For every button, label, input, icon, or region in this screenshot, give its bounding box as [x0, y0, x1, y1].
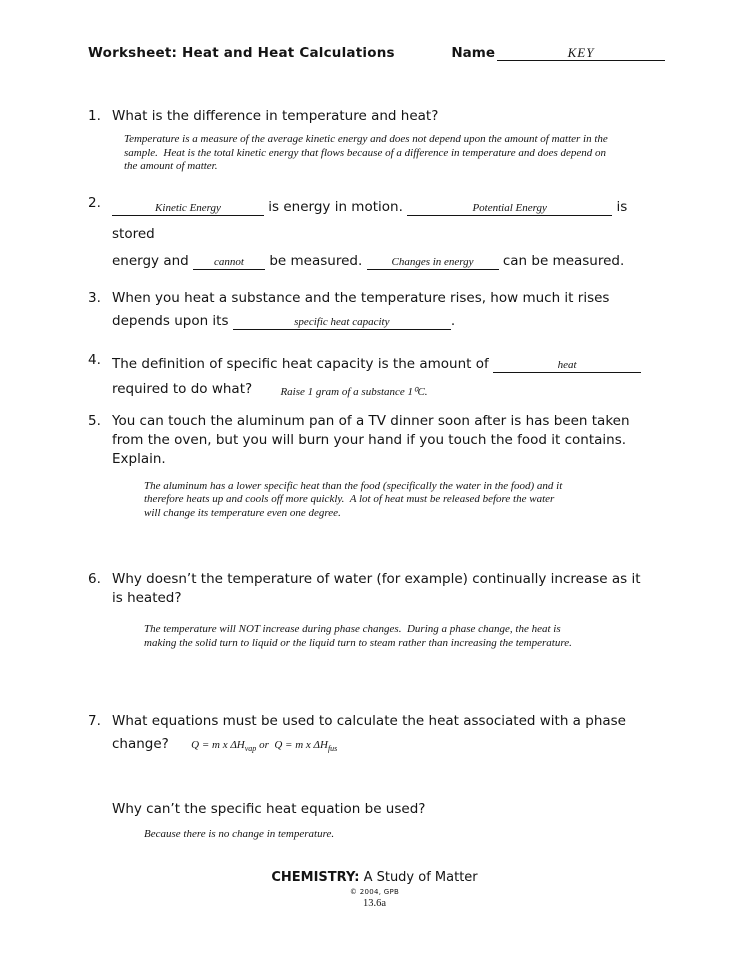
question-4-answer: Raise 1 gram of a substance 1⁰C.	[280, 385, 428, 398]
question-6-number: 6.	[88, 571, 101, 587]
blank-specific-heat-capacity	[233, 314, 451, 330]
question-4-text: required to do what?	[112, 380, 253, 397]
footer-copyright: © 2004, GPB	[349, 888, 400, 896]
question-7-text-line-2	[112, 731, 665, 762]
question-2-text-2: is stored	[112, 198, 628, 242]
question-4-text-line-1	[112, 351, 665, 378]
question-6-text-line: Why doesn’t the temperature of water (for example) continually increase as it	[112, 571, 641, 587]
footer-series-label: CHEMISTRY:	[271, 870, 360, 885]
question-2-text-5: can be measured.	[502, 252, 625, 269]
question-5-text-line: You can touch the aluminum pan of a TV dinner soon after is has been taken	[112, 412, 630, 429]
name-value: KEY	[567, 45, 595, 60]
answer-line: Temperature is a measure of the average kinetic energy and does not depend upon the amount of matter in the	[124, 133, 608, 145]
question-4-body	[112, 351, 665, 400]
question-3-text-line-2	[112, 308, 665, 335]
question-4-number: 4.	[88, 351, 101, 368]
answer-line: the amount of matter.	[124, 160, 218, 172]
question-5-number: 5.	[88, 412, 101, 429]
blank-potential-energy	[407, 200, 612, 216]
answer-line: therefore heats up and cools off more quickly. A lot of heat must be released before the water	[144, 493, 555, 505]
question-4	[88, 351, 665, 400]
blank-answer: Kinetic Energy	[155, 201, 221, 214]
question-7-number: 7.	[88, 713, 101, 729]
question-6-answer	[144, 623, 665, 650]
question-2-text-3: energy and	[112, 252, 189, 269]
question-7-text-line-1: What equations must be used to calculate the heat associated with a phase	[112, 713, 626, 729]
footer	[0, 870, 749, 909]
question-7-body	[112, 712, 665, 842]
question-2-text-4: be measured.	[269, 252, 363, 269]
question-5-text-line: Explain.	[112, 450, 166, 467]
blank-answer: Changes in energy	[391, 255, 474, 268]
question-7	[88, 712, 665, 842]
question-3-number: 3.	[88, 289, 101, 306]
phase-change-equations	[191, 739, 338, 754]
question-1-text: What is the difference in temperature and heat?	[112, 108, 439, 124]
question-3-text-post: .	[450, 312, 456, 329]
formula-pre: Q = m x ΔH	[191, 739, 245, 751]
footer-series	[0, 870, 749, 885]
blank-changes-in-energy	[367, 254, 499, 270]
blank-answer: heat	[557, 358, 577, 371]
question-3-text-pre: depends upon its	[112, 312, 229, 329]
name-block	[451, 44, 665, 61]
question-2	[88, 194, 665, 275]
question-6	[88, 570, 665, 650]
answer-line: will change its temperature even one degree.	[144, 506, 341, 519]
formula-sub-fus: fus	[327, 744, 338, 754]
header	[88, 44, 665, 61]
question-2-body	[112, 194, 665, 275]
answer-line: making the solid turn to liquid or the liquid turn to steam rather than increasing the temperature.	[144, 636, 572, 649]
question-4-text-pre: The definition of specific heat capacity is the amount of	[112, 355, 489, 372]
name-label: Name	[451, 45, 495, 61]
answer-line: sample. Heat is the total kinetic energy that flows because of a difference in temperature and does depend on	[124, 146, 607, 159]
question-3	[88, 289, 665, 335]
blank-answer: cannot	[214, 255, 244, 268]
blank-kinetic-energy	[112, 200, 264, 216]
question-1	[88, 107, 665, 174]
formula-sub-vap: vap	[244, 744, 257, 754]
question-5-body	[112, 412, 665, 521]
question-7-subquestion: Why can’t the specific heat equation be used?	[112, 801, 426, 818]
answer-line: The aluminum has a lower specific heat than the food (specifically the water in the food) and it	[144, 479, 563, 492]
question-5-answer	[144, 480, 665, 521]
question-6-text-line: is heated?	[112, 590, 182, 606]
question-1-answer	[124, 133, 665, 174]
question-2-text-1: is energy in motion.	[268, 198, 403, 215]
question-4-text-line-2	[112, 380, 665, 400]
footer-page-number: 13.6a	[362, 898, 387, 909]
blank-answer: specific heat capacity	[294, 315, 390, 328]
question-3-body	[112, 289, 665, 335]
blank-answer: Potential Energy	[472, 201, 547, 214]
answer-line: Because there is no change in temperature.	[144, 828, 335, 841]
question-3-text-line-1: When you heat a substance and the temperature rises, how much it rises	[112, 289, 610, 306]
blank-heat	[493, 357, 641, 373]
question-1-body	[112, 107, 665, 174]
page-title: Worksheet: Heat and Heat Calculations	[88, 45, 395, 61]
question-2-line-2	[112, 248, 665, 275]
question-1-number: 1.	[88, 108, 101, 124]
answer-line: The temperature will NOT increase during phase changes. During a phase change, the heat is	[144, 623, 561, 635]
question-6-body	[112, 570, 665, 650]
blank-cannot	[193, 254, 265, 270]
question-7-answer	[144, 828, 665, 842]
question-5	[88, 412, 665, 521]
question-2-line-1	[112, 194, 665, 248]
question-5-text-line: from the oven, but you will burn your hand if you touch the food it contains.	[112, 431, 627, 448]
name-field	[497, 44, 665, 61]
footer-series-title: A Study of Matter	[359, 870, 478, 885]
question-2-number: 2.	[88, 194, 101, 211]
question-7-text: change?	[112, 736, 169, 752]
formula-mid: or Q = m x ΔH	[256, 739, 328, 751]
